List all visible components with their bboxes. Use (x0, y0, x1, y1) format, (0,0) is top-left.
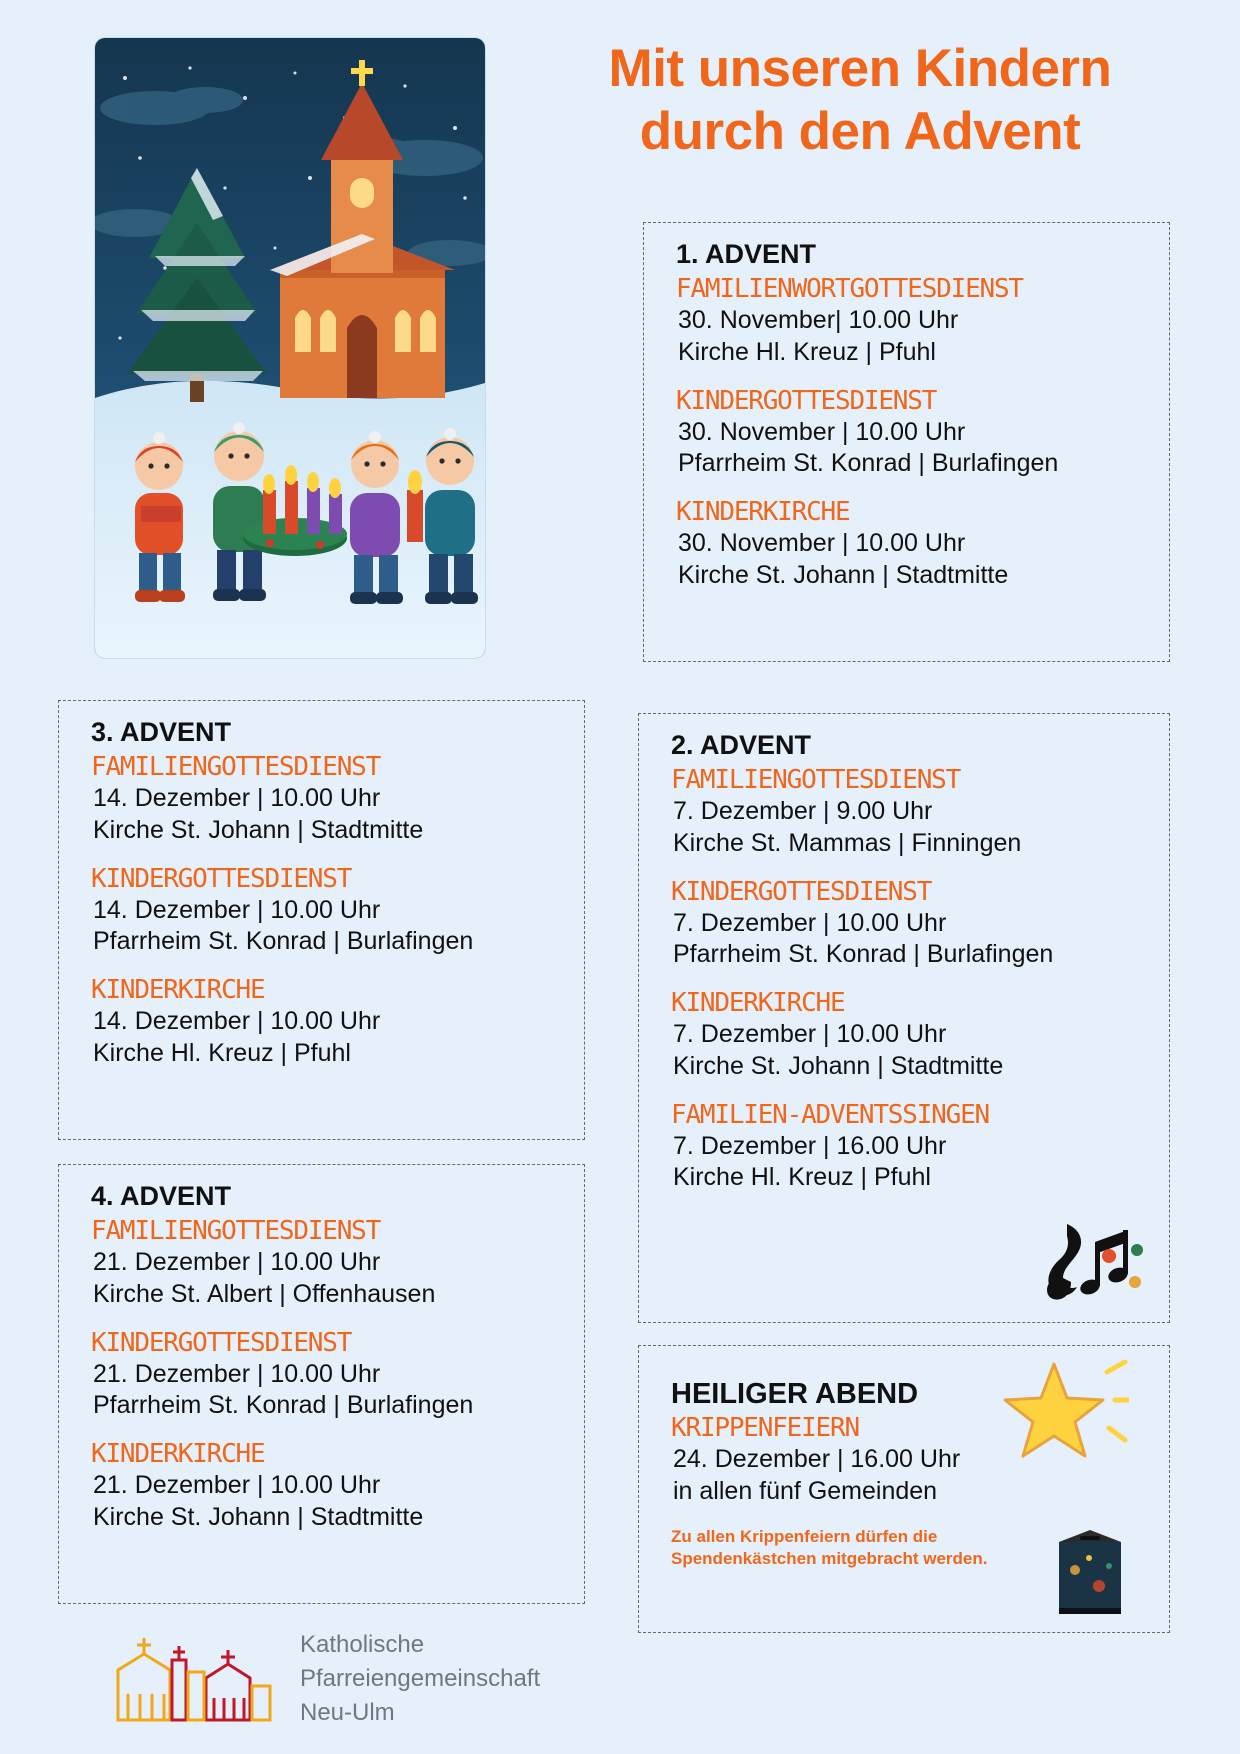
event-name: KRIPPENFEIERN (671, 1413, 859, 1443)
event-name: FAMILIENWORTGOTTESDIENST (676, 274, 1023, 304)
donation-box-icon (1047, 1520, 1133, 1620)
event-datetime: 21. Dezember | 10.00 Uhr (93, 1471, 381, 1499)
footer-line-2: Pfarreiengemeinschaft (300, 1665, 541, 1693)
event-item (657, 765, 1151, 860)
event-item (77, 864, 566, 959)
event-datetime: 7. Dezember | 10.00 Uhr (673, 908, 947, 937)
event-datetime: 14. Dezember | 10.00 Uhr (93, 895, 381, 924)
heiliger-abend-box (638, 1345, 1170, 1633)
event-place: Pfarrheim St. Konrad | Burlafingen (93, 1391, 474, 1420)
event-name: KINDERGOTTESDIENST (676, 385, 937, 416)
event-place: Kirche St. Johann | Stadtmitte (93, 815, 424, 844)
heiliger-abend-heading: HEILIGER ABEND (671, 1378, 919, 1410)
event-item (657, 1100, 1151, 1195)
donation-note-line-2: Spendenkästchen mitgebracht werden. (671, 1548, 988, 1568)
event-item (77, 1216, 566, 1311)
footer-text (300, 1628, 540, 1730)
advent-2-heading: 2. ADVENT (671, 730, 812, 760)
advent-4-heading: 4. ADVENT (91, 1181, 232, 1211)
event-name: KINDERGOTTESDIENST (671, 876, 932, 907)
event-place: Kirche Hl. Kreuz | Pfuhl (678, 337, 936, 366)
event-name: FAMILIENGOTTESDIENST (91, 1216, 381, 1246)
event-datetime: 30. November| 10.00 Uhr (678, 306, 959, 334)
event-item (662, 274, 1151, 369)
event-place: Kirche St. Albert | Offenhausen (93, 1279, 436, 1308)
event-datetime: 30. November | 10.00 Uhr (678, 529, 966, 557)
event-place: Kirche Hl. Kreuz | Pfuhl (673, 1163, 931, 1192)
page-title-line-2: durch den Advent (639, 101, 1081, 161)
event-place: Kirche St. Johann | Stadtmitte (678, 560, 1009, 589)
advent-illustration-image (95, 38, 485, 658)
event-name: KINDERGOTTESDIENST (91, 1327, 352, 1358)
event-name: KINDERGOTTESDIENST (91, 863, 352, 894)
event-name: KINDERKIRCHE (91, 975, 265, 1005)
event-place: Kirche St. Johann | Stadtmitte (93, 1502, 424, 1531)
page-title (530, 38, 1190, 163)
event-place: Kirche Hl. Kreuz | Pfuhl (93, 1038, 351, 1067)
event-datetime: 14. Dezember | 10.00 Uhr (93, 784, 381, 812)
event-name: KINDERKIRCHE (676, 497, 850, 527)
music-notes-icon (1037, 1216, 1147, 1308)
advent-1-box (643, 222, 1170, 662)
event-datetime: 24. Dezember | 16.00 Uhr (673, 1445, 961, 1473)
event-item (662, 386, 1151, 481)
page-title-line-1: Mit unseren Kindern (608, 39, 1112, 98)
advent-3-heading: 3. ADVENT (91, 717, 232, 747)
star-icon (999, 1356, 1129, 1466)
event-datetime: 21. Dezember | 10.00 Uhr (93, 1248, 381, 1276)
event-item (662, 497, 1151, 592)
advent-3-box (58, 700, 585, 1140)
event-item (657, 877, 1151, 972)
event-place: in allen fünf Gemeinden (673, 1476, 938, 1505)
advent-4-box (58, 1164, 585, 1604)
event-datetime: 14. Dezember | 10.00 Uhr (93, 1007, 381, 1035)
event-datetime: 21. Dezember | 10.00 Uhr (93, 1359, 381, 1388)
footer (110, 1620, 630, 1740)
event-name: FAMILIENGOTTESDIENST (671, 765, 961, 795)
church-skyline-logo-icon (110, 1620, 280, 1730)
advent-1-heading: 1. ADVENT (676, 239, 817, 269)
event-item (77, 752, 566, 847)
advent-illustration (95, 38, 485, 658)
event-item (77, 1328, 566, 1423)
event-datetime: 7. Dezember | 16.00 Uhr (673, 1131, 947, 1160)
event-datetime: 7. Dezember | 10.00 Uhr (673, 1020, 947, 1048)
event-place: Pfarrheim St. Konrad | Burlafingen (673, 940, 1054, 969)
event-place: Kirche St. Johann | Stadtmitte (673, 1051, 1004, 1080)
event-datetime: 7. Dezember | 9.00 Uhr (673, 797, 933, 825)
event-item (77, 1439, 566, 1534)
event-item (657, 988, 1151, 1083)
event-place: Pfarrheim St. Konrad | Burlafingen (93, 927, 474, 956)
event-name: KINDERKIRCHE (91, 1439, 265, 1469)
event-name: KINDERKIRCHE (671, 988, 845, 1018)
event-item (77, 975, 566, 1070)
event-name: FAMILIENGOTTESDIENST (91, 752, 381, 782)
footer-line-1: Katholische (300, 1631, 425, 1658)
event-datetime: 30. November | 10.00 Uhr (678, 417, 966, 446)
footer-line-3: Neu-Ulm (300, 1699, 395, 1727)
advent-2-box (638, 713, 1170, 1323)
event-place: Pfarrheim St. Konrad | Burlafingen (678, 449, 1059, 478)
event-name: FAMILIEN-ADVENTSSINGEN (671, 1099, 989, 1130)
event-place: Kirche St. Mammas | Finningen (673, 828, 1022, 857)
donation-note-line-1: Zu allen Krippenfeiern dürfen die (671, 1526, 938, 1546)
